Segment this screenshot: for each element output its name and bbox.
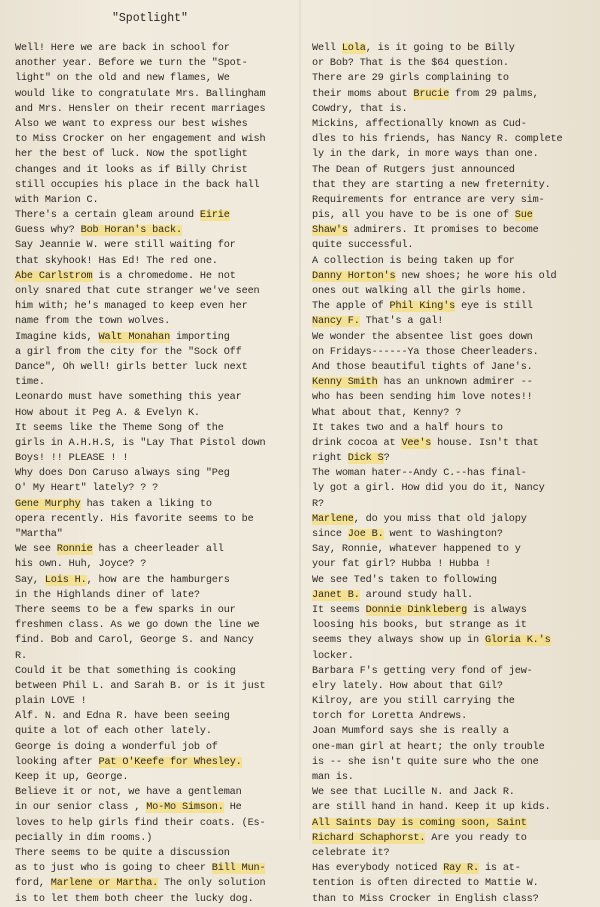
text-line: is -- she isn't quite sure who the one: [312, 756, 539, 768]
highlighted-name: Abe Carlstrom: [15, 270, 93, 282]
text-line: There are 29 girls complaining to: [312, 73, 509, 85]
text-line: There seems to be quite a discussion: [15, 847, 230, 859]
text-line: There's a certain gleam around Eirie: [15, 210, 230, 222]
text-line: Nancy F. That's a gal!: [312, 316, 444, 328]
text-line: R.: [15, 650, 27, 662]
text-line: as to just who is going to cheer Bill Mun-: [15, 863, 266, 875]
highlighted-name: Eirie: [199, 210, 230, 222]
text-line: ford, Marlene or Martha. The only solution: [15, 878, 266, 890]
text-line: torch for Loretta Andrews.: [312, 711, 468, 723]
text-line: or Bob? That is the $64 question.: [312, 58, 509, 70]
text-line: Shaw's admirers. It promises to become: [312, 225, 539, 237]
text-line: [312, 816, 594, 831]
text-line: Could it be that something is cooking: [15, 665, 236, 677]
highlighted-name: Lois H.: [44, 574, 87, 586]
text-line: quite a lot of each other lately.: [15, 726, 212, 738]
highlighted-name: Marlene: [312, 513, 354, 525]
highlighted-name: Lola: [341, 43, 366, 54]
text-line: with Marion C.: [15, 194, 99, 206]
text-line: Joan Mumford says she is really a: [312, 726, 509, 738]
text-line: to Miss Crocker on her engagement and wish: [15, 134, 266, 146]
text-line: locker.: [312, 650, 354, 662]
text-line: your fat girl? Hubba ! Hubba !: [312, 559, 491, 571]
text-line: Requirements for entrance are very sim-: [312, 194, 545, 206]
text-line: dles to his friends, has Nancy R. complete: [312, 134, 563, 146]
text-line: We wonder the absentee list goes down: [312, 331, 533, 343]
text-line: name from the town wolves.: [15, 316, 171, 328]
text-line: Kilroy, are you still carrying the: [312, 696, 515, 708]
text-line: one-man girl at heart; the only trouble: [312, 741, 545, 753]
text-line: A collection is being taken up for: [312, 255, 515, 267]
text-line: The Dean of Rutgers just announced: [312, 164, 515, 176]
text-line: time.: [15, 377, 45, 389]
text-line: pecially in dim rooms.): [15, 832, 153, 844]
text-line: in the Highlands diner of late?: [15, 589, 200, 601]
text-line: Say, Lois H., how are the hamburgers: [15, 574, 230, 586]
highlighted-name: Janet B.: [312, 589, 360, 601]
highlighted-name: Gene Murphy: [15, 498, 81, 510]
text-line: Imagine kids, Walt Monahan importing: [15, 331, 230, 343]
text-line: her the best of luck. Now the spotlight: [15, 149, 248, 161]
text-line: Why does Don Caruso always sing "Peg: [15, 468, 230, 480]
text-line: It seems like the Theme Song of the: [15, 422, 224, 434]
text-line: And those beautiful tights of Jane's.: [312, 361, 533, 373]
text-line: O' My Heart" lately? ? ?: [15, 483, 159, 495]
text-line: another year. Before we turn the "Spot-: [15, 58, 248, 70]
highlighted-name: Kenny Smith: [312, 377, 378, 389]
text-line: It takes two and a half hours to: [312, 422, 503, 434]
column-title: "Spotlight": [112, 12, 188, 25]
text-line: Danny Horton's new shoes; he wore his old: [312, 270, 557, 282]
highlighted-name: Ray R.: [443, 863, 479, 875]
text-line: and Mrs. Hensler on their recent marriages: [15, 103, 266, 115]
text-line: still occupies his place in the back hall: [15, 179, 260, 191]
text-line: Mickins, affectionally known as Cud-: [312, 118, 527, 130]
highlighted-name: Phil King's: [389, 301, 456, 313]
highlighted-name: Danny Horton's: [312, 270, 396, 282]
text-line: girls in A.H.H.S, is "Lay That Pistol down: [15, 437, 266, 449]
text-line: Leonardo must have something this year: [15, 392, 242, 404]
text-line: right Dick S?: [312, 453, 390, 465]
text-line: Dance", Oh well! girls better luck next: [15, 361, 248, 373]
text-line: ones out walking all the girls home.: [312, 286, 527, 297]
text-line: loves to help girls find their coats. (Es-: [15, 817, 266, 829]
text-line: Also we want to express our best wishes: [15, 118, 248, 130]
text-line: in our senior class , Mo-Mo Simson. He: [15, 802, 242, 814]
text-line: that skyhook! Has Ed! The red one.: [15, 255, 218, 267]
text-line: We see that Lucille N. and Jack R.: [312, 787, 515, 799]
text-line: What about that, Kenny? ?: [312, 407, 462, 419]
text-line: The woman hater--Andy C.--has final-: [312, 468, 527, 480]
text-line: There seems to be a few sparks in our: [15, 604, 236, 616]
text-line: We see Ted's taken to following: [312, 574, 497, 586]
text-line: would like to congratulate Mrs. Ballingham: [15, 88, 266, 100]
text-line: Marlene, do you miss that old jalopy: [312, 513, 527, 525]
highlighted-name: Bill Mun-: [211, 863, 266, 875]
text-line: Kenny Smith has an unknown admirer --: [312, 377, 533, 389]
text-line: Say Jeannie W. were still waiting for: [15, 240, 236, 252]
highlighted-name: Richard Schaphorst.: [312, 832, 426, 844]
text-line: since Joe B. went to Washington?: [312, 529, 503, 540]
text-line: celebrate it?: [312, 847, 390, 859]
text-line: changes and it looks as if Billy Christ: [15, 164, 248, 176]
highlighted-name: Sue: [514, 210, 533, 222]
text-line: seems they always show up in Gloria K.'s: [312, 635, 551, 647]
highlighted-name: Mo-Mo Simson.: [146, 802, 224, 814]
text-line: Say, Ronnie, whatever happened to y: [312, 544, 521, 556]
highlighted-name: Gloria K.'s: [484, 635, 551, 647]
text-line: between Phil L. and Sarah B. or is it just: [15, 680, 266, 692]
text-line: their moms about Brucie from 29 palms,: [312, 88, 539, 100]
text-line: Abe Carlstrom is a chromedome. He not: [15, 270, 236, 282]
text-line: Barbara F's getting very fond of jew-: [312, 665, 533, 677]
text-line: ly got a girl. How did you do it, Nancy: [312, 483, 545, 495]
text-line: are still hand in hand. Keep it up kids.: [312, 802, 551, 814]
highlighted-name: Bob Horan's back.: [80, 225, 182, 237]
highlighted-name: Nancy F.: [312, 316, 360, 328]
text-line: We see Ronnie has a cheerleader all: [15, 544, 224, 556]
text-line: find. Bob and Carol, George S. and Nancy: [15, 635, 254, 647]
text-line: tention is often directed to Mattie W.: [312, 878, 539, 890]
highlighted-name: Marlene or Martha.: [50, 878, 159, 890]
text-line: Keep it up, George.: [15, 772, 129, 783]
text-line: drink cocoa at Vee's house. Isn't that: [312, 437, 539, 449]
page-fold-shadow: [299, 0, 301, 840]
text-line: Richard Schaphorst. Are you ready to: [312, 832, 527, 844]
left-column: [15, 41, 293, 907]
text-line: Janet B. around study hall.: [312, 589, 474, 601]
text-line: his own. Huh, Joyce? ?: [15, 559, 147, 571]
text-line: loosing his books, but strange as it: [312, 620, 527, 632]
text-line: R?: [312, 498, 324, 510]
text-line: plain LOVE !: [15, 696, 87, 708]
text-line: Well Lola, is it going to be Billy: [312, 43, 515, 54]
text-line: Cowdry, that is.: [312, 103, 408, 115]
text-line: that they are starting a new freternity.: [312, 179, 551, 191]
highlighted-name: Vee's: [401, 437, 432, 449]
text-line: The apple of Phil King's eye is still: [312, 301, 533, 313]
highlighted-name: Shaw's: [312, 225, 348, 237]
right-column: [312, 41, 594, 907]
text-line: on Fridays------Ya those Cheerleaders.: [312, 346, 539, 358]
text-line: who has been sending him love notes!!: [312, 392, 533, 404]
text-line: freshmen class. As we go down the line we: [15, 620, 260, 632]
text-line: than to Miss Crocker in English class?: [312, 893, 539, 905]
highlighted-name: Dick S: [347, 453, 384, 465]
text-line: man is.: [312, 772, 354, 783]
text-line: "Martha": [15, 529, 63, 540]
text-line: It seems Donnie Dinkleberg is always: [312, 604, 527, 616]
text-line: George is doing a wonderful job of: [15, 741, 218, 753]
text-line: Guess why? Bob Horan's back.: [15, 225, 182, 237]
text-line: opera recently. His favorite seems to be: [15, 513, 254, 525]
text-line: only snared that cute stranger we've seen: [15, 286, 260, 297]
highlighted-name: Donnie Dinkleberg: [365, 604, 468, 616]
highlighted-name: All Saints Day is coming soon, Saint: [312, 817, 527, 829]
text-line: pis, all you have to be is one of Sue: [312, 210, 533, 222]
text-line: Boys! !! PLEASE ! !: [15, 453, 129, 465]
text-line: is to let them both cheer the lucky dog.: [15, 893, 254, 905]
highlighted-name: Walt Monahan: [98, 331, 171, 343]
highlighted-name: Brucie: [413, 88, 450, 100]
text-line: light" on the old and new flames, We: [15, 73, 230, 85]
highlighted-name: Joe B.: [347, 529, 384, 540]
text-line: Alf. N. and Edna R. have been seeing: [15, 711, 230, 723]
text-line: Well! Here we are back in school for: [15, 43, 230, 54]
text-line: Gene Murphy has taken a liking to: [15, 498, 212, 510]
text-line: Believe it or not, we have a gentleman: [15, 787, 242, 799]
text-line: looking after Pat O'Keefe for Whesley.: [15, 756, 242, 768]
text-line: ly in the dark, in more ways than one.: [312, 149, 539, 161]
highlighted-name: Pat O'Keefe for Whesley.: [98, 756, 242, 768]
text-line: elry lately. How about that Gil?: [312, 680, 503, 692]
text-line: quite successful.: [312, 240, 414, 252]
text-line: How about it Peg A. & Evelyn K.: [15, 407, 200, 419]
text-line: a girl from the city for the "Sock Off: [15, 346, 242, 358]
highlighted-name: Ronnie: [56, 544, 93, 556]
text-line: him with; he's managed to keep even her: [15, 301, 248, 313]
text-line: Has everybody noticed Ray R. is at-: [312, 863, 521, 875]
